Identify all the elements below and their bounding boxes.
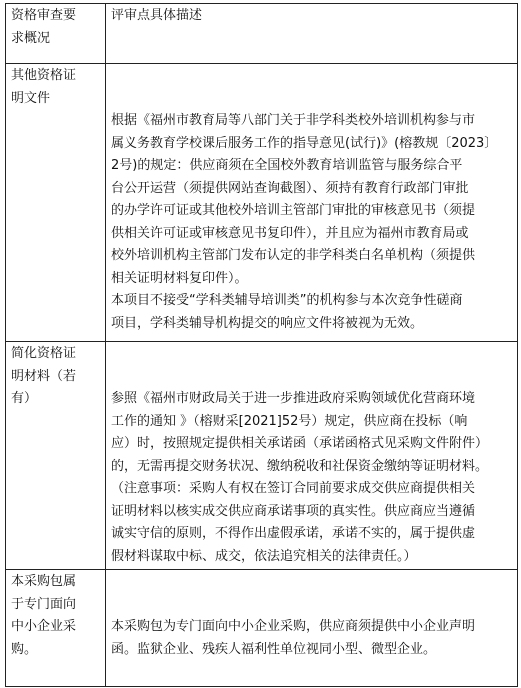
row-description — [106, 342, 518, 570]
table-row — [6, 570, 518, 687]
row-description — [106, 64, 518, 342]
table-row — [6, 64, 518, 342]
table-row — [6, 342, 518, 570]
header-cell-description: 评审点具体描述 — [106, 4, 518, 64]
row-label: 本采购包属 于专门面向 中小企业采 购。 — [6, 570, 106, 687]
description-paragraph: 本采购包为专门面向中小企业采购，供应商须提供中小企业声明 函。监狱企业、残疾人福利性单位视同小型、微型企业。 — [111, 619, 476, 657]
row-description — [106, 570, 518, 687]
description-paragraph: 根据《福州市教育局等八部门关于非学科类校外培训机构参与市 属义务教育学校课后服务工作的指导意见(试行)》(榕教规〔2023〕 2号)的规定：供应商须在全国校外教育培训监管与服务综合平 台公开运营（须提供网站查询截图）、须持有教育行政部门审批 的办学许可证或其他校外培训主管部门审批的审核意见书（须提 供相关许可证或审核意见书复印件），并且应为福州市教育局或 校外培训机构主管部门发布认定的非学科类白名单机构（须提供 相关证明材料复印件）。 — [111, 113, 498, 286]
row-label: 其他资格证 明文件 — [6, 64, 106, 342]
description-paragraph: 参照《福州市财政局关于进一步推进政府采购领域优化营商环境 工作的通知 》（榕财采[2021]52号）规定，供应商在投标（响 应）时，按照规定提供相关承诺函（承诺函格式见采购文件附件） 的，无需再提交财务状况、缴纳税收和社保资金缴纳等证明材料。 （注意事项：采购人有权在签订合同前要求成交供应商提供相关 证明材料以核实成交供应商承诺事项的真实性。供应商应当遵循 诚实守信的原则，不得作出虚假承诺，承诺不实的，属于提供虚 假材料谋取中标、成交，依法追究相关的法律责任。） — [111, 391, 489, 564]
header-cell-requirements: 资格审查要 求概况 — [6, 4, 106, 64]
row-label: 简化资格证 明材料（若 有） — [6, 342, 106, 570]
description-paragraph: 本项目不接受“学科类辅导培训类”的机构参与本次竞争性磋商 项目，学科类辅导机构提交的响应文件将被视为无效。 — [111, 293, 463, 331]
table-header-row — [6, 4, 518, 64]
qualification-table — [5, 3, 518, 687]
